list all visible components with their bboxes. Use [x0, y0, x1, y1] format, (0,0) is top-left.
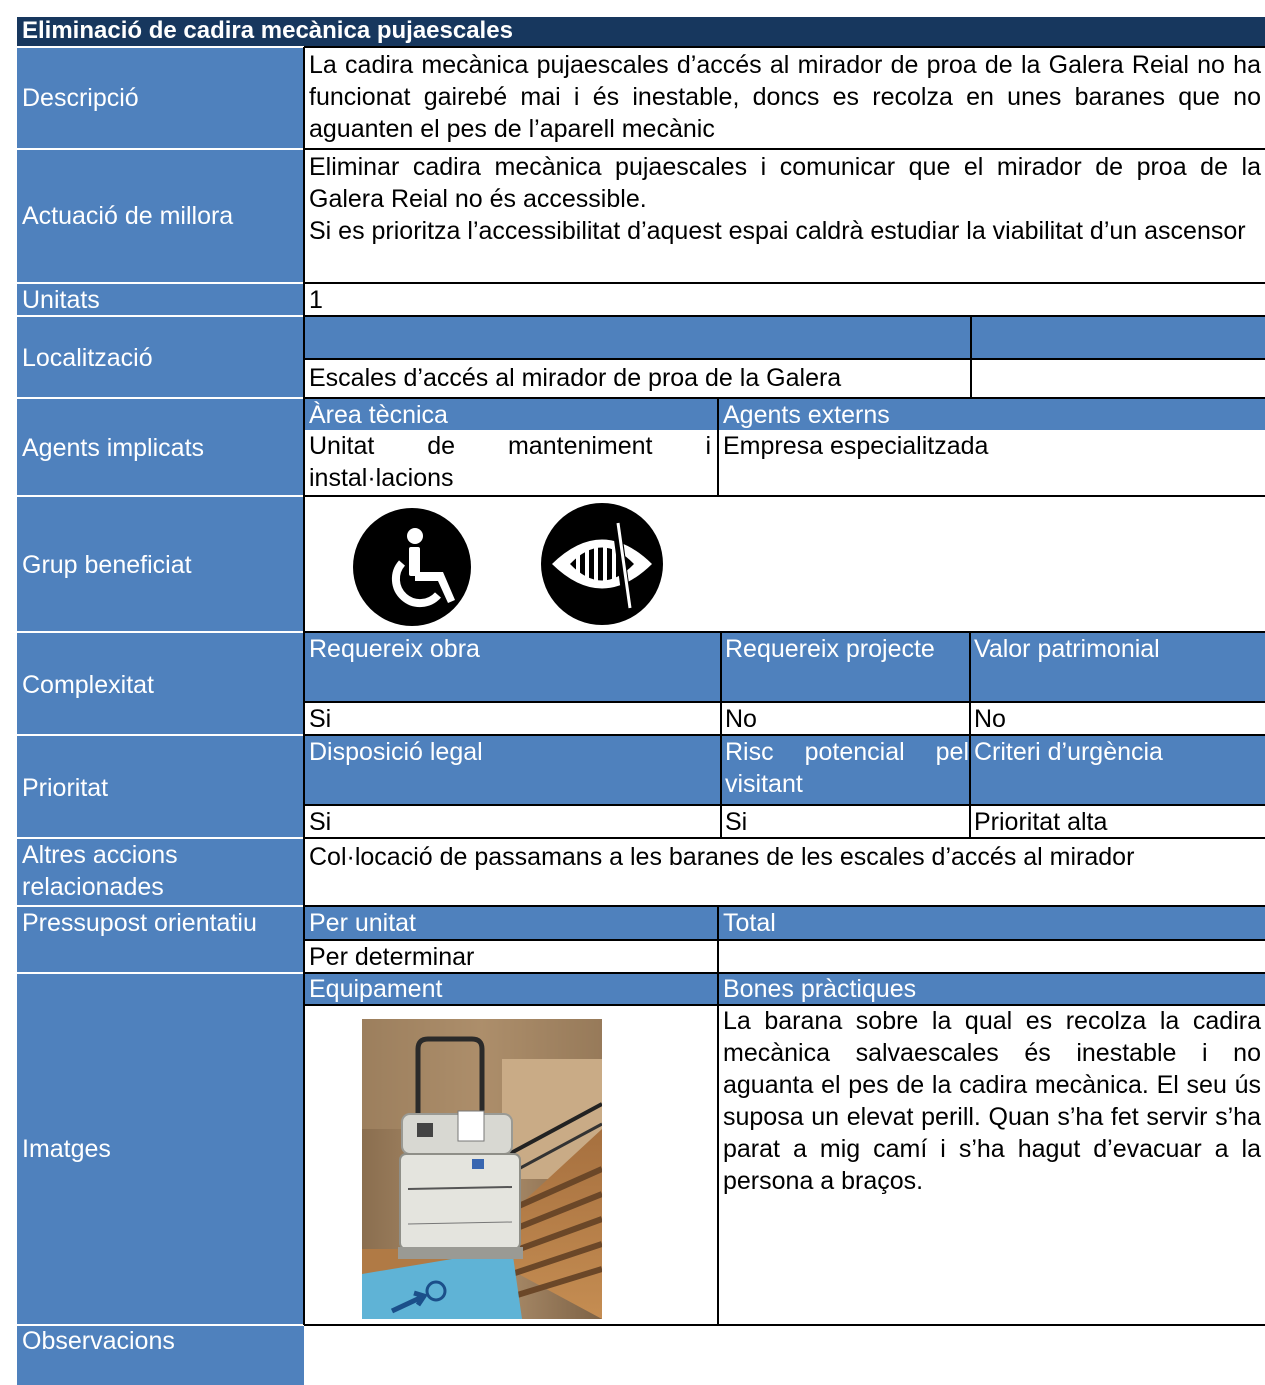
divider [304, 148, 1265, 150]
agents-col2-value: Empresa especialitzada [723, 432, 989, 460]
divider [717, 907, 719, 973]
altres-label: Altres accions relacionades [17, 839, 304, 906]
divider [304, 282, 1265, 284]
divider [17, 397, 304, 399]
table-title: Eliminació de cadira mecànica pujaescales [17, 17, 1265, 47]
divider [720, 736, 722, 839]
divider [304, 734, 1265, 736]
complexitat-label: Complexitat [17, 633, 304, 736]
imatges-label: Imatges [17, 973, 304, 1325]
divider [17, 282, 304, 284]
visual-impairment-icon [541, 503, 663, 625]
divider [304, 972, 1265, 974]
divider [304, 1004, 1265, 1006]
divider [304, 631, 1265, 633]
divider [304, 804, 1265, 806]
actuacio-text-2: Si es prioritza l’accessibilitat d’aquest espai caldrà estudiar la viabilitat d’un ascensor [309, 217, 1246, 245]
unitats-value: 1 [309, 286, 323, 314]
prioritat-value-3: Prioritat alta [974, 808, 1108, 836]
agents-col1-header: Àrea tècnica [304, 399, 717, 430]
divider [304, 397, 1265, 399]
divider [304, 46, 1265, 48]
divider [17, 315, 304, 317]
divider [304, 358, 1265, 360]
prioritat-header-1: Disposició legal [304, 736, 720, 804]
divider [304, 495, 1265, 497]
divider [17, 837, 304, 839]
actuacio-text [304, 151, 1265, 283]
altres-text: Col·locació de passamans a les baranes de les escales d’accés al mirador [309, 843, 1135, 871]
divider [17, 972, 304, 974]
descripcio-text: La cadira mecànica pujaescales d’accés al mirador de proa de la Galera Reial no ha funcionat gairebé mai i és inestable, doncs es recolza en unes baranes que no aguanten el pes de l’aparell mecànic [309, 51, 1261, 143]
stairlift-photo-svg [362, 1019, 602, 1319]
divider [717, 399, 719, 497]
complexitat-header-3: Valor patrimonial [969, 633, 1265, 701]
divider [304, 905, 1265, 907]
agents-label: Agents implicats [17, 399, 304, 497]
pressupost-col1-value: Per determinar [309, 943, 475, 971]
divider [304, 315, 1265, 317]
complexitat-value-3: No [974, 705, 1006, 733]
actuacio-label: Actuació de millora [17, 148, 304, 283]
fitxa-table [17, 17, 1265, 1385]
wheelchair-icon [353, 508, 471, 626]
divider [304, 1324, 1265, 1326]
prioritat-value-2: Si [725, 808, 748, 836]
unitats-label: Unitats [17, 284, 304, 316]
stairlift-photo [362, 1019, 602, 1319]
complexitat-header-2: Requereix projecte [720, 633, 969, 701]
agents-col2-header: Agents externs [718, 399, 1265, 430]
divider [970, 317, 972, 399]
actuacio-text-1: Eliminar cadira mecànica pujaescales i comunicar que el mirador de proa de la Galera Reial no és accessible. [309, 153, 1261, 213]
divider [720, 633, 722, 736]
prioritat-header-2: Risc potencial pel visitant [720, 736, 969, 804]
divider [17, 46, 304, 48]
pressupost-col1-header: Per unitat [304, 907, 717, 939]
grup-icons-svg [320, 497, 684, 632]
divider [304, 837, 1265, 839]
grup-icons [320, 497, 684, 632]
prioritat-value-1: Si [309, 808, 332, 836]
divider [17, 905, 304, 907]
complexitat-value-1: Si [309, 705, 332, 733]
divider [717, 973, 719, 1325]
descripcio-label: Descripció [17, 47, 304, 148]
complexitat-value-2: No [725, 705, 757, 733]
pressupost-label: Pressupost orientatiu [17, 907, 304, 973]
prioritat-label: Prioritat [17, 736, 304, 839]
imatges-col2-header: Bones pràctiques [718, 973, 1265, 1005]
prioritat-header-3: Criteri d’urgència [969, 736, 1265, 804]
divider [17, 148, 304, 150]
imatges-text: La barana sobre la qual es recolza la cadira mecànica salvaescales és inestable i no aguanta el pes de la cadira mecànica. El seu ús suposa un elevat perill. Quan s’ha fet servir s’ha parat a mig camí i s’ha hagut d’evacuar a la persona a braços. [723, 1007, 1261, 1195]
divider [17, 734, 304, 736]
divider [304, 701, 1265, 703]
complexitat-header-1: Requereix obra [304, 633, 720, 701]
divider [303, 47, 305, 1325]
divider [17, 631, 304, 633]
grup-label: Grup beneficiat [17, 497, 304, 633]
imatges-col1-header: Equipament [304, 973, 717, 1005]
localitzacio-value: Escales d’accés al mirador de proa de la Galera [309, 364, 842, 392]
localitzacio-header [304, 317, 1265, 358]
localitzacio-label: Localització [17, 317, 304, 399]
divider [969, 736, 971, 839]
divider [969, 633, 971, 736]
agents-col1-value: Unitat de manteniment i instal·lacions [309, 432, 711, 492]
pressupost-col2-header: Total [718, 907, 1265, 939]
divider [17, 495, 304, 497]
divider [304, 939, 1265, 941]
divider [17, 1324, 304, 1326]
pressupost-col2-value [718, 941, 1265, 973]
observacions-label: Observacions [17, 1325, 304, 1385]
